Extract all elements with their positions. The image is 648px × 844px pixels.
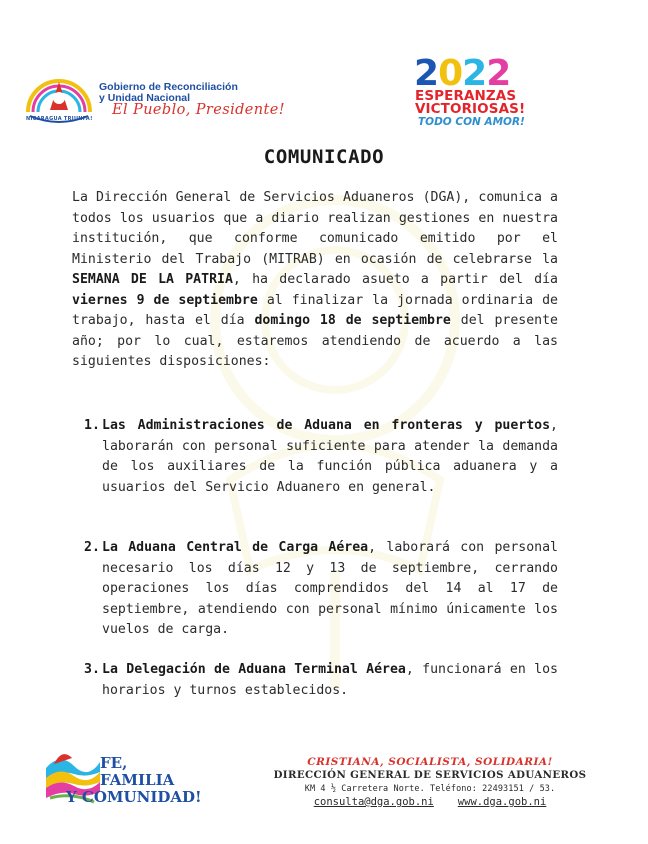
intro-bold: SEMANA DE LA PATRIA <box>72 272 233 287</box>
fe-familia-comunidad-text <box>66 754 202 806</box>
list-item-text: , laborará con personal necesario los días 12 y 13 de septiembre, cerrando operaciones los días comprendidos del 14 al 17 de septiembre, atendiendo con personal mínimo únicamente los vuelos de carga. <box>102 540 558 637</box>
footer-institution: DIRECCIÓN GENERAL DE SERVICIOS ADUANEROS <box>273 769 587 781</box>
fe-familia-comunidad-logo <box>42 748 202 816</box>
list-item <box>84 660 558 701</box>
ffc-line1: FE, <box>100 754 128 772</box>
footer-contacts <box>240 796 620 808</box>
government-name <box>99 82 238 104</box>
intro-text: del presente año; por lo cual, estaremos atendiendo de acuerdo a las siguientes disposiciones: <box>72 313 558 369</box>
campaign-line1: ESPERANZAS <box>415 88 517 104</box>
year-digit: 2 <box>414 53 439 94</box>
footer-address: KM 4 ½ Carretera Norte. Teléfono: 22493151 / 53. <box>304 784 556 794</box>
document-title: COMUNICADO <box>263 146 385 168</box>
government-logo <box>22 72 322 132</box>
list-item-heading: Las Administraciones de Aduana en fronteras y puertos <box>102 418 551 433</box>
intro-text: La Dirección General de Servicios Aduaneros (DGA), comunica a todos los usuarios que a diario realizan gestiones en nuestra institución, que conforme comunicado emitido por el Ministerio del Trabajo (MITRAB) en ocasión de celebrarse la <box>72 190 558 267</box>
intro-bold: viernes 9 de septiembre <box>72 292 258 308</box>
year-digit: 2 <box>486 53 511 94</box>
government-slogan: El Pueblo, Presidente! <box>112 102 285 118</box>
government-name-line2: y Unidad Nacional <box>99 92 191 104</box>
list-item-heading: La Aduana Central de Carga Aérea <box>102 540 369 555</box>
list-item <box>84 416 558 498</box>
intro-text: al finalizar la jornada ordinaria de trabajo, hasta el día <box>72 292 558 328</box>
footer-email-link[interactable]: consulta@dga.gob.ni <box>313 796 434 808</box>
ffc-line3: Y COMUNIDAD! <box>66 788 202 806</box>
footer-website-link[interactable]: www.dga.gob.ni <box>457 796 547 808</box>
list-item-text: , laborarán con personal suficiente para atender la demanda de los auxiliares de la función pública aduanera y a usuarios del Servicio Aduanero en general. <box>102 418 558 495</box>
list-item-heading: La Delegación de Aduana Terminal Aérea <box>102 662 406 677</box>
list-item-text: , funcionará en los horarios y turnos establecidos. <box>102 662 558 698</box>
intro-paragraph <box>72 188 558 373</box>
list-item <box>84 538 558 641</box>
campaign-tagline: TODO CON AMOR! <box>418 116 525 128</box>
intro-bold: domingo 18 de septiembre <box>254 313 451 328</box>
footer-info <box>240 756 620 808</box>
list-item-number: 1. <box>84 418 100 433</box>
campaign-2022-logo <box>414 55 564 130</box>
government-name-line1: Gobierno de Reconciliación <box>99 81 238 93</box>
intro-text: , ha declarado asueto a partir del día <box>232 272 558 287</box>
ffc-line2: FAMILIA <box>100 771 175 789</box>
year-digit: 2 <box>462 53 487 94</box>
campaign-line2: VICTORIOSAS! <box>415 101 526 117</box>
emblem-caption: NICARAGUA TRIUNFA! <box>26 116 93 122</box>
footer-motto: CRISTIANA, SOCIALISTA, SOLIDARIA! <box>307 756 553 768</box>
year-digit-star: 0 <box>438 53 463 94</box>
list-item-number: 3. <box>84 662 100 677</box>
list-item-number: 2. <box>84 540 100 555</box>
campaign-slogan <box>415 90 525 116</box>
